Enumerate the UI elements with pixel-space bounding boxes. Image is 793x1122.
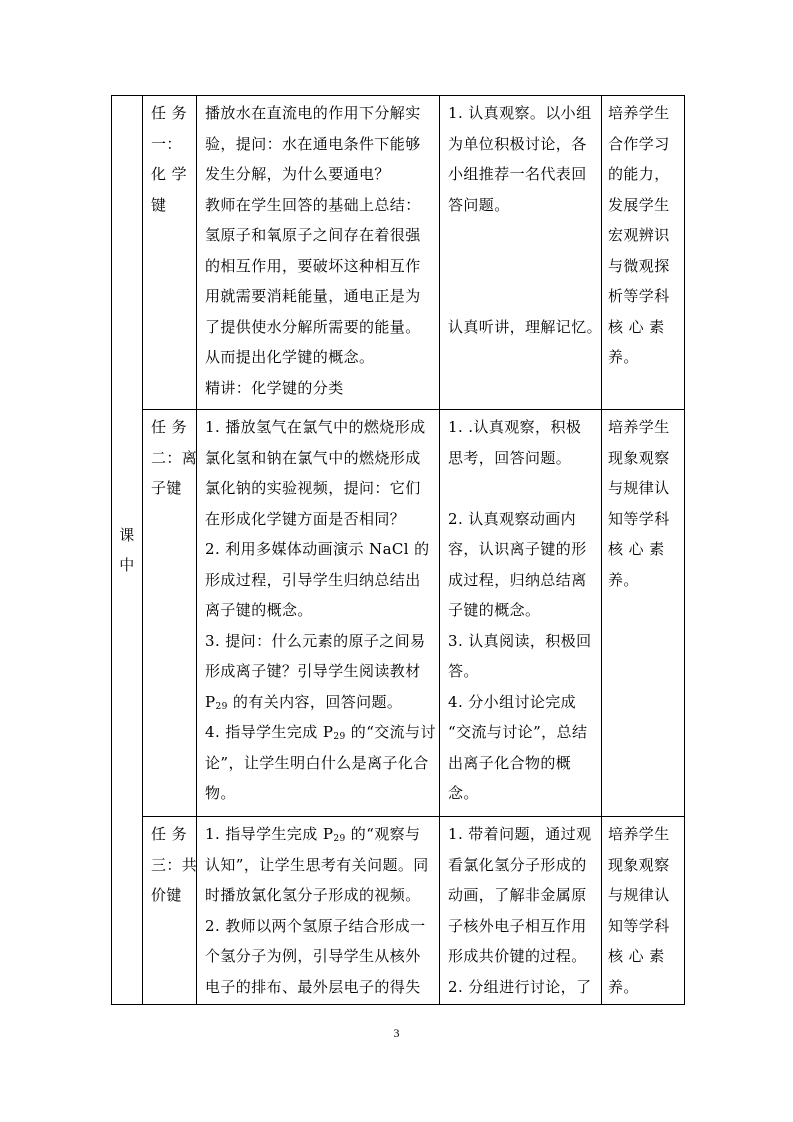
task-line: 化 学 [151, 165, 187, 183]
task-line: 一： [151, 134, 182, 153]
task-line: 价键 [151, 886, 182, 904]
table-row-task2 [112, 410, 685, 817]
phase-char-2: 中 [119, 556, 135, 574]
teacher-line: 氯化钠的实验视频，提问：它们 [205, 479, 421, 497]
task-line: 二：离 [151, 448, 198, 467]
teacher-line: 2. 教师以两个氢原子结合形成一 [205, 916, 426, 935]
student-line: 子键的概念。 [448, 601, 541, 619]
student-line: 容，认识离子键的形 [448, 540, 587, 558]
student-line: 4. 分小组讨论完成 [448, 692, 577, 711]
teacher-line: 在形成化学键方面是否相同？ [205, 509, 406, 528]
teacher-line: 形成过程，引导学生归纳总结出 [205, 570, 421, 589]
intent-line: 培养学生 [608, 418, 670, 436]
teacher-line: 播放水在直流电的作用下分解实 [205, 104, 421, 122]
task-cell [143, 96, 197, 410]
teacher-line: 精讲：化学键的分类 [205, 378, 344, 397]
student-line: 2. 分组进行讨论，了 [448, 977, 592, 996]
student-line: 小组推荐一名代表回 [448, 165, 587, 183]
student-activity-cell [440, 410, 602, 817]
design-intent-cell [602, 96, 685, 410]
teacher-line: 验，提问：水在通电条件下能够 [205, 134, 421, 153]
teacher-line: 认知”，让学生思考有关问题。同 [205, 855, 429, 874]
teacher-line: 3. 提问：什么元素的原子之间易 [205, 631, 426, 650]
task-line: 任 务 [151, 825, 187, 843]
teacher-line: 电子的排布、最外层电子的得失 [205, 977, 421, 996]
teacher-line: 从而提出化学键的概念。 [205, 348, 375, 366]
intent-line: 宏观辨识 [608, 226, 670, 244]
student-line: 思考，回答问题。 [448, 448, 572, 467]
teacher-line: 离子键的概念。 [205, 601, 313, 619]
teacher-line: 时播放氯化氢分子形成的视频。 [205, 886, 421, 904]
student-line: “交流与讨论”，总结 [448, 723, 588, 741]
intent-line: 知等学科 [608, 916, 670, 935]
intent-line: 核 心 素 [608, 317, 665, 336]
task-line: 任 务 [151, 104, 187, 122]
student-line: 3. 认真阅读，积极回 [448, 631, 592, 650]
task-line: 三：共 [151, 855, 198, 874]
student-line: 答。 [448, 662, 479, 680]
teacher-line: 个氢分子为例，引导学生从核外 [205, 947, 421, 965]
teacher-line: 氢原子和氧原子之间存在着很强 [205, 226, 421, 244]
task-cell [143, 410, 197, 817]
teacher-line-p29: 1. 指导学生完成 $P_{29}$ 的“观察与 [205, 825, 421, 844]
teacher-line: 物。 [205, 784, 236, 802]
intent-line: 培养学生 [608, 104, 670, 122]
task-cell [143, 817, 197, 1005]
teacher-line: 用就需要消耗能量，通电正是为 [205, 287, 421, 305]
page-number: 3 [393, 1026, 400, 1040]
student-line: 子核外电子相互作用 [448, 916, 587, 935]
student-line: 1. 带着问题，通过观 [448, 825, 592, 843]
task-line: 子键 [151, 479, 182, 497]
intent-line: 的能力， [608, 165, 670, 183]
intent-line: 与规律认 [608, 886, 670, 904]
task-line: 任 务 [151, 418, 187, 436]
phase-cell [112, 96, 143, 1005]
intent-line: 核 心 素 [608, 540, 665, 558]
teacher-line-p29: 4. 指导学生完成 $P_{29}$ 的“交流与讨 [205, 723, 436, 742]
teacher-line: 教师在学生回答的基础上总结： [205, 195, 421, 214]
student-activity-cell [440, 96, 602, 410]
table-row-task3 [112, 817, 685, 1005]
teacher-line: 论”，让学生明白什么是离子化合 [205, 753, 429, 772]
teacher-activity-cell [197, 410, 440, 817]
teacher-line: 1. 播放氢气在氯气中的燃烧形成 [205, 418, 426, 436]
design-intent-cell [602, 817, 685, 1005]
student-line: 成过程，归纳总结离 [448, 570, 587, 589]
teacher-line: 2. 利用多媒体动画演示 NaCl 的 [205, 540, 430, 558]
student-activity-cell [440, 817, 602, 1005]
teacher-activity-cell [197, 96, 440, 410]
teacher-line: 氯化氢和钠在氯气中的燃烧形成 [205, 448, 421, 467]
intent-line: 培养学生 [608, 825, 670, 843]
intent-line: 养。 [608, 348, 639, 366]
student-line: 念。 [448, 784, 479, 802]
student-line: 出离子化合物的概 [448, 753, 572, 772]
intent-line: 养。 [608, 977, 639, 996]
table-row-task1 [112, 96, 685, 410]
student-line: 1. .认真观察，积极 [448, 418, 582, 436]
student-line: 形成共价键的过程。 [448, 947, 587, 965]
student-line: 为单位积极讨论，各 [448, 134, 587, 153]
teacher-line-p29: $P_{29}$ 的有关内容，回答问题。 [205, 692, 403, 712]
intent-line: 现象观察 [608, 855, 670, 874]
student-line: 2. 认真观察动画内 [448, 509, 577, 528]
teacher-activity-cell [197, 817, 440, 1005]
intent-line: 发展学生 [608, 195, 670, 214]
intent-line: 与规律认 [608, 479, 670, 497]
teacher-line: 了提供使水分解所需要的能量。 [205, 317, 421, 336]
design-intent-cell [602, 410, 685, 817]
student-line: 动画，了解非金属原 [448, 886, 587, 904]
intent-line: 现象观察 [608, 448, 670, 467]
teacher-line: 形成离子键？引导学生阅读教材 [205, 662, 421, 680]
intent-line: 析等学科 [608, 287, 670, 305]
student-line: 答问题。 [448, 195, 510, 214]
teacher-line: 的相互作用，要破坏这种相互作 [205, 256, 421, 275]
phase-char-1: 课 [119, 525, 135, 544]
intent-line: 养。 [608, 570, 639, 589]
lesson-plan-table [111, 95, 685, 1005]
student-line: 看氯化氢分子形成的 [448, 855, 587, 874]
student-line: 认真听讲，理解记忆。 [448, 317, 603, 336]
intent-line: 核 心 素 [608, 947, 665, 965]
task-line: 键 [151, 195, 167, 214]
teacher-line: 发生分解，为什么要通电？ [205, 165, 390, 183]
intent-line: 合作学习 [608, 134, 670, 153]
intent-line: 知等学科 [608, 509, 670, 528]
intent-line: 与微观探 [608, 256, 670, 275]
student-line: 1. 认真观察。以小组 [448, 104, 592, 122]
